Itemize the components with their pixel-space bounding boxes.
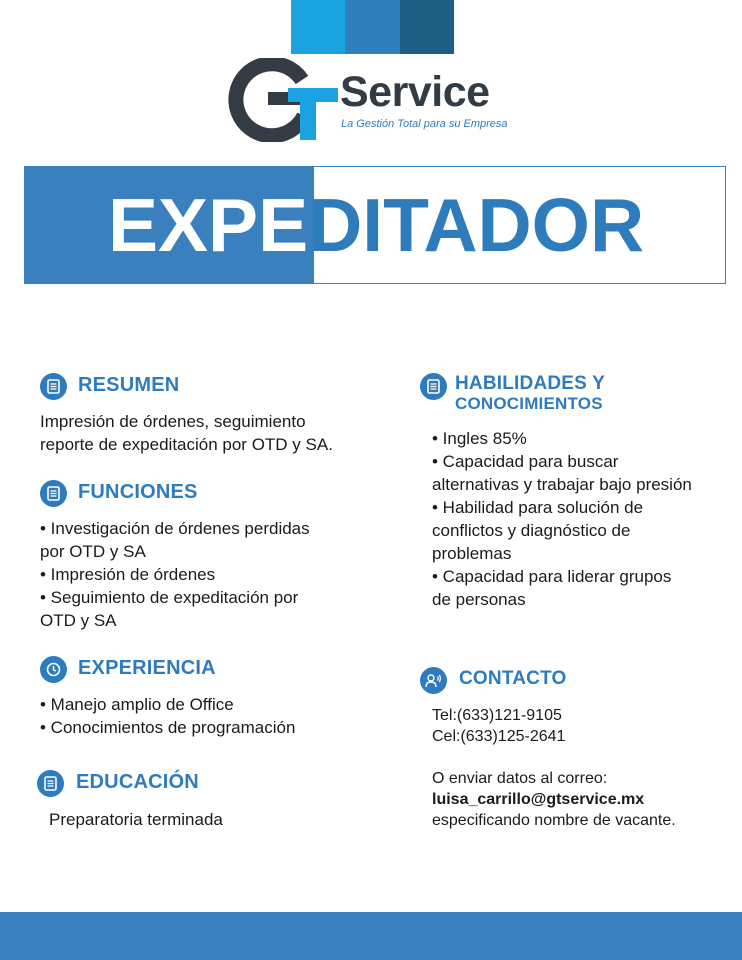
list-item: por OTD y SA [40, 542, 146, 561]
list-item: • Habilidad para solución de [432, 498, 644, 517]
section-contacto-header [420, 667, 567, 694]
gt-logo-mark-icon [228, 58, 340, 142]
section-title: FUNCIONES [78, 481, 198, 503]
funciones-list [40, 517, 310, 632]
email-outro: especificando nombre de vacante. [432, 812, 676, 829]
clock-icon [40, 656, 67, 683]
resumen-text [40, 410, 333, 456]
list-item: problemas [432, 544, 512, 563]
company-logo [228, 58, 528, 142]
list-item: • Manejo amplio de Office [40, 695, 234, 714]
job-title-part1: EXPE [108, 182, 309, 267]
section-title-block [455, 373, 605, 414]
section-title: RESUMEN [78, 374, 180, 396]
document-icon [37, 770, 64, 797]
top-bar-mid [345, 0, 399, 54]
list-item: de personas [432, 590, 526, 609]
top-bar-light [291, 0, 345, 54]
section-habilidades-header [420, 373, 605, 414]
text-line: Impresión de órdenes, seguimiento [40, 412, 306, 431]
list-item: • Capacidad para buscar [432, 452, 619, 471]
tel-number: Tel:(633)121-9105 [432, 707, 562, 724]
section-title: EDUCACIÓN [76, 771, 199, 793]
list-item: • Ingles 85% [432, 429, 527, 448]
section-title-line2: CONOCIMIENTOS [455, 394, 603, 413]
section-experiencia-header [40, 656, 216, 683]
list-item: OTD y SA [40, 611, 117, 630]
logo-tagline: La Gestión Total para su Empresa [341, 118, 508, 130]
section-title: HABILIDADES Y [455, 373, 606, 394]
contact-info [432, 705, 676, 831]
text-line: reporte de expeditación por OTD y SA. [40, 435, 333, 454]
section-resumen-header [40, 373, 179, 400]
list-item: • Conocimientos de programación [40, 718, 296, 737]
top-color-bars [291, 0, 454, 54]
educacion-text [49, 808, 223, 831]
spacer [432, 747, 676, 768]
document-icon [40, 373, 67, 400]
experiencia-list [40, 693, 295, 739]
list-item: alternativas y trabajar bajo presión [432, 475, 692, 494]
list-item: conflictos y diagnóstico de [432, 521, 631, 540]
footer-bar [0, 912, 742, 960]
section-title: CONTACTO [459, 668, 567, 689]
list-item: • Impresión de órdenes [40, 565, 216, 584]
list-item: • Capacidad para liderar grupos [432, 567, 672, 586]
job-title-part2: DITADOR [308, 182, 645, 267]
contact-person-icon [420, 667, 447, 694]
section-educacion-header [37, 770, 199, 797]
document-icon [420, 373, 447, 400]
job-title [24, 166, 726, 284]
text-line: Preparatoria terminada [49, 810, 223, 829]
habilidades-list [432, 427, 692, 611]
list-item: • Seguimiento de expeditación por [40, 588, 299, 607]
document-icon [40, 480, 67, 507]
email-intro: O enviar datos al correo: [432, 770, 608, 787]
top-bar-dark [400, 0, 454, 54]
cel-number: Cel:(633)125-2641 [432, 728, 566, 745]
logo-wordmark: Service [340, 68, 490, 116]
list-item: • Investigación de órdenes perdidas [40, 519, 310, 538]
section-title: EXPERIENCIA [78, 657, 216, 679]
section-funciones-header [40, 480, 198, 507]
email-link[interactable]: luisa_carrillo@gtservice.mx [432, 791, 645, 808]
